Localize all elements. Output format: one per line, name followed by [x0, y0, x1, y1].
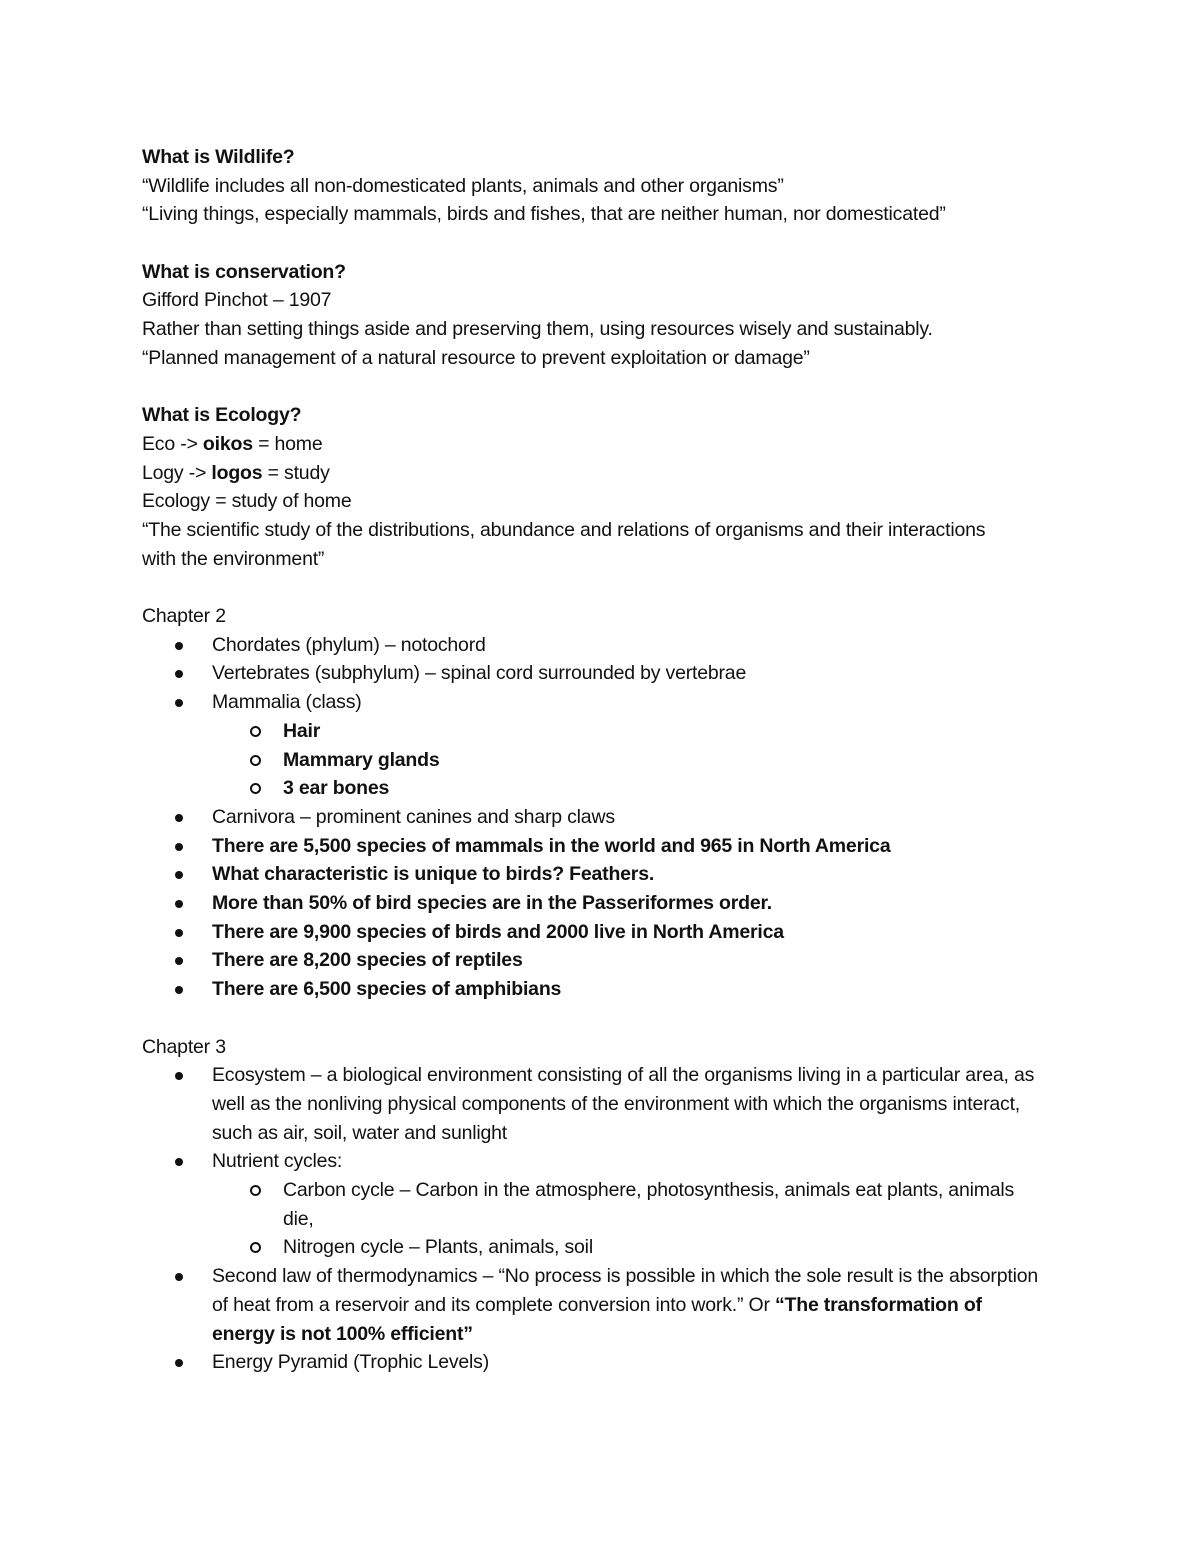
- logy-suffix: = study: [262, 461, 330, 484]
- sub-list-item-text: Hair: [283, 719, 321, 742]
- sub-list-item-text: 3 ear bones: [283, 777, 390, 800]
- list-item-text: There are 5,500 species of mammals in the world and 965 in North America: [212, 834, 891, 857]
- conservation-line-2: Rather than setting things aside and preserving them, using resources wisely and sustainably.: [142, 318, 933, 341]
- list-item: [142, 631, 1072, 660]
- bullet-icon: [175, 900, 183, 908]
- bullet-icon: [175, 957, 183, 965]
- ecology-logy-line: [142, 459, 1072, 488]
- chapter2-heading: Chapter 2: [142, 605, 226, 628]
- list-item-text: Ecosystem – a biological environment consisting of all the organisms living in a particular area, as well as the nonliving physical components of the environment with which the organisms interact, such as air, soil, water and sunlight: [212, 1064, 1035, 1144]
- list-item: [142, 659, 1072, 688]
- bullet-icon: [175, 871, 183, 879]
- wildlife-heading: What is Wildlife?: [142, 146, 295, 168]
- list-item-text: Second law of thermodynamics – “No process is possible in which the sole result is the absorption of heat from a reservoir and its complete conversion into work.” Or: [212, 1265, 1039, 1316]
- spacer: [142, 229, 1072, 258]
- conservation-line-3: “Planned management of a natural resource to prevent exploitation or damage”: [142, 346, 810, 369]
- circle-bullet-icon: [250, 726, 261, 737]
- list-item-text: Vertebrates (subphylum) – spinal cord surrounded by vertebrae: [212, 662, 747, 685]
- bullet-icon: [175, 929, 183, 937]
- bullet-icon: [175, 1158, 183, 1166]
- circle-bullet-icon: [250, 1185, 261, 1196]
- sub-list-item: [142, 746, 1072, 775]
- sub-list-item: [142, 774, 1072, 803]
- list-item-text: There are 9,900 species of birds and 2000 live in North America: [212, 920, 784, 943]
- ecology-eco-line: [142, 430, 1072, 459]
- list-item: [142, 889, 1072, 918]
- bullet-icon: [175, 1273, 183, 1281]
- list-item-text: There are 6,500 species of amphibians: [212, 978, 562, 1001]
- eco-term: oikos: [202, 432, 253, 455]
- spacer: [142, 1004, 1072, 1033]
- list-item-text: More than 50% of bird species are in the Passeriformes order.: [212, 892, 773, 915]
- list-item: [142, 975, 1072, 1004]
- list-item-bold-text: “The transformation of energy is not 100% efficient”: [212, 1293, 982, 1345]
- list-item: [142, 688, 1072, 717]
- list-item-text: Energy Pyramid (Trophic Levels): [212, 1351, 490, 1374]
- eco-prefix: Eco ->: [142, 432, 203, 455]
- list-item-text: Nutrient cycles:: [212, 1150, 343, 1173]
- bullet-icon: [175, 843, 183, 851]
- conservation-heading: What is conservation?: [142, 260, 346, 283]
- list-item: [142, 1348, 1072, 1377]
- chapter3-heading: Chapter 3: [142, 1035, 226, 1058]
- sub-list-item: [142, 717, 1072, 746]
- bullet-icon: [175, 1359, 183, 1367]
- spacer: [142, 573, 1072, 602]
- logy-term: logos: [211, 461, 263, 484]
- circle-bullet-icon: [250, 755, 261, 766]
- spacer: [142, 373, 1072, 402]
- list-item-text: There are 8,200 species of reptiles: [212, 949, 523, 972]
- circle-bullet-icon: [250, 783, 261, 794]
- eco-suffix: = home: [252, 432, 323, 455]
- wildlife-definition-2: “Living things, especially mammals, birds and fishes, that are neither human, nor domesticated”: [142, 203, 946, 226]
- sub-list-item-text: Carbon cycle – Carbon in the atmosphere, photosynthesis, animals eat plants, animals die,: [283, 1179, 1015, 1230]
- ecology-definition: “The scientific study of the distributions, abundance and relations of organisms and their interactions with the environment”: [142, 518, 986, 570]
- sub-list-item: [142, 1176, 1033, 1233]
- ecology-line-3: Ecology = study of home: [142, 490, 352, 513]
- list-item: [142, 1061, 1062, 1147]
- circle-bullet-icon: [250, 1242, 261, 1253]
- list-item: [142, 860, 1072, 889]
- bullet-icon: [175, 814, 183, 822]
- list-item-text: Mammalia (class): [212, 691, 362, 714]
- bullet-icon: [175, 986, 183, 994]
- list-item-text: What characteristic is unique to birds? Feathers.: [212, 863, 655, 886]
- document-content: [142, 143, 1072, 1377]
- logy-prefix: Logy ->: [142, 461, 212, 484]
- bullet-icon: [175, 699, 183, 707]
- list-item: [142, 946, 1072, 975]
- list-item-text: Carnivora – prominent canines and sharp claws: [212, 805, 615, 828]
- sub-list-item: [142, 1233, 1072, 1262]
- bullet-icon: [175, 1072, 183, 1080]
- list-item-text: Chordates (phylum) – notochord: [212, 633, 486, 656]
- sub-list-item-text: Nitrogen cycle – Plants, animals, soil: [283, 1236, 593, 1259]
- conservation-line-1: Gifford Pinchot – 1907: [142, 289, 332, 312]
- list-item: [142, 1147, 1072, 1176]
- list-item: [142, 803, 1072, 832]
- list-item: [142, 832, 1072, 861]
- sub-list-item-text: Mammary glands: [283, 748, 440, 771]
- bullet-icon: [175, 642, 183, 650]
- list-item: [142, 918, 1072, 947]
- wildlife-definition-1: “Wildlife includes all non-domesticated plants, animals and other organisms”: [142, 174, 784, 197]
- list-item: [142, 1262, 1042, 1348]
- ecology-heading: What is Ecology?: [142, 404, 302, 427]
- bullet-icon: [175, 670, 183, 678]
